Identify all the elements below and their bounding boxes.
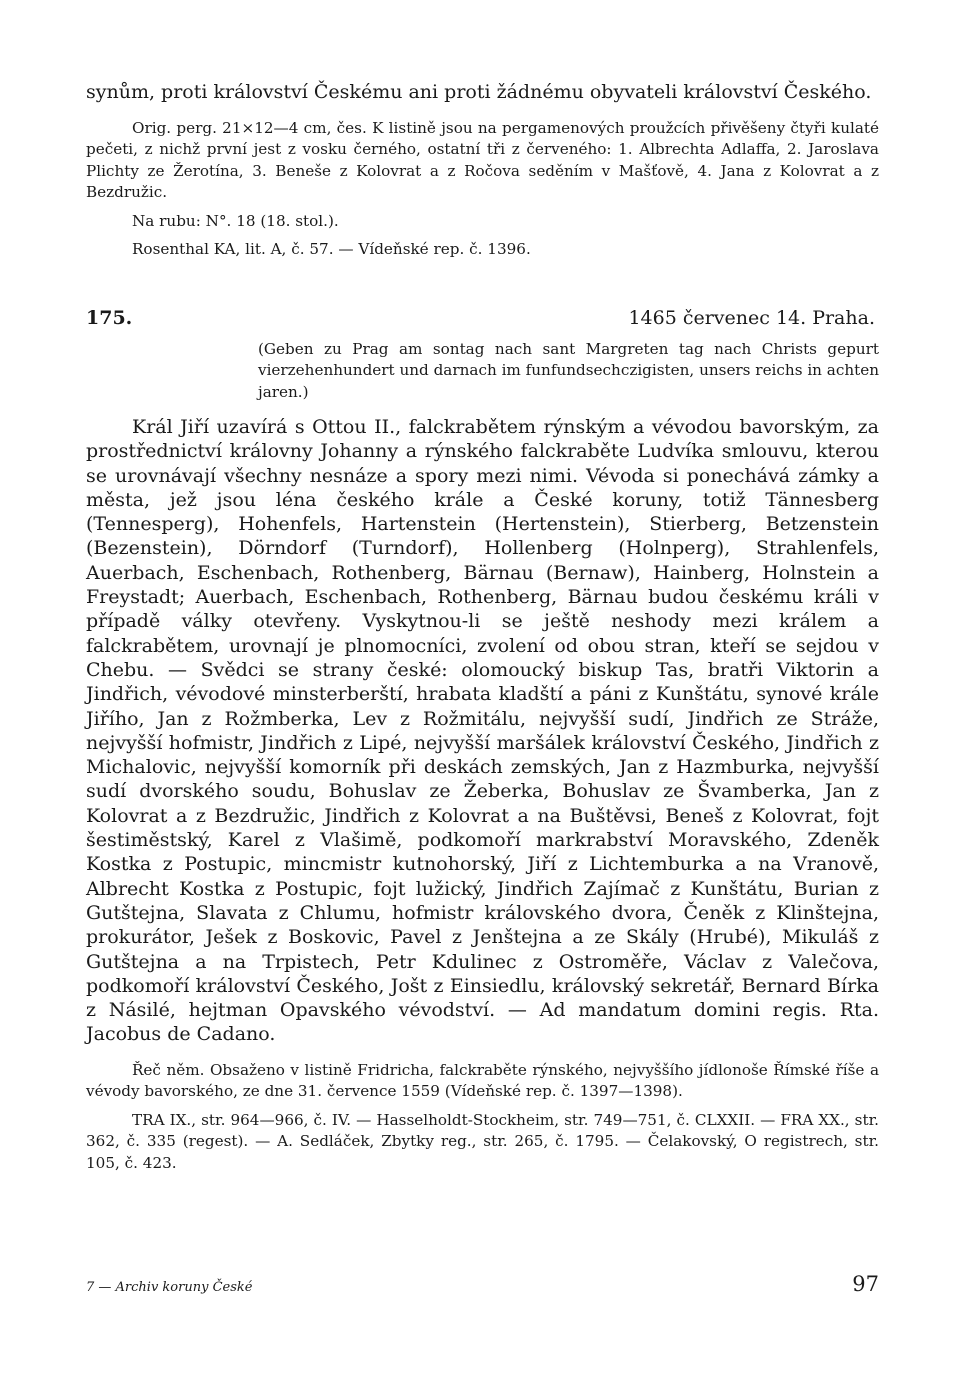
continuation-text: synům, proti království Českému ani proti žádnému obyvateli království Českého. <box>86 81 872 103</box>
references: Rosenthal KA, lit. A, č. 57. — Vídeňské rep. č. 1396. <box>132 240 531 258</box>
page-body <box>86 80 879 1174</box>
original-date-text: (Geben zu Prag am sontag nach sant Margreten tag nach Christs gepurt vierzehenhundert und darnach im funfundsechczigisten, unsers reichs in achten jaren.) <box>258 339 880 401</box>
page-footer <box>86 1272 879 1296</box>
page-number: 97 <box>852 1272 879 1296</box>
bibliography: TRA IX., str. 964—966, č. IV. — Hasselholdt-Stockheim, str. 749—751, č. CLXXII. — FRA XX., str. 362, č. 335 (regest). — A. Sedláček, Zbytky reg., str. 265, č. 1795. — Čelakovský, O registrech, str. 105, č. 423. <box>86 1110 879 1172</box>
language-note: Řeč něm. Obsaženo v listině Fridricha, falckraběte rýnského, nejvyššího jídlonoše Římské říše a vévody bavorského, ze dne 31. července 1559 (Vídeňské rep. č. 1397—1398). <box>86 1060 879 1101</box>
signature-mark: 7 — Archiv koruny České <box>86 1280 253 1295</box>
entry-summary: Král Jiří uzavírá s Ottou II., falckrabětem rýnským a vévodou bavorským, za prostřednictví královny Johanny a rýnského falckraběte Ludvíka smlouvu, kterou se urovnávají všechny nesnáze a spory mezi nimi. Vévoda si ponechává zámky a města, jež jsou léna českého krále a České koruny, totiž Tännesberg (Tennesperg), Hohenfels, Hartenstein (Hertenstein), Stierberg, Betzenstein (Bezenstein), Dörndorf (Turndorf), Hollenberg (Holnperg), Strahlenfels, Auerbach, Eschenbach, Rothenberg, Bärnau (Bernaw), Hainberg, Holnstein a Freystadt; Auerbach, Eschenbach, Rothenberg, Bärnau budou českému králi v případě války otevřeny. Vyskytnou-li se ještě neshody mezi králem a falckrabětem, urovnají je plnomocníci, zvolení od obou stran, kteří se sejdou v Chebu. — Svědci se strany české: olomoucký biskup Tas, bratři Viktorin a Jindřich, vévodové minsterberští, hrabata kladští a páni z Kunštátu, synové krále Jiřího, Jan z Rožmberka, Lev z Rožmitálu, nejvyšší sudí, Jindřich ze Stráže, nejvyšší hofmistr, Jindřich z Lipé, nejvyšší maršálek království Českého, Jindřich z Michalovic, nejvyšší komorník při deskách zemských, Jan z Hazmburka, nejvyšší sudí dvorského soudu, Bohuslav ze Žeberka, Bohuslav ze Švamberka, Jan z Kolovrat a z Bezdružic, Jindřich z Kolovrat a na Buštěvsi, Beneš z Kolovrat, fojt šestiměstský, Karel z Vlašimě, podkomoří markrabství Moravského, Zdeněk Kostka z Postupic, mincmistr kutnohorský, Jiří z Lichtemburka a na Vranově, Albrecht Kostka z Postupic, fojt lužický, Jindřich Zajímač z Kunštátu, Burian z Gutštejna, Slavata z Chlumu, hofmistr královského dvora, Čeněk z Klinštejna, prokurátor, Ješek z Boskovic, Pavel z Jenštejna a ze Skály (Hrubé), Mikuláš z Gutštejna a na Trpistech, Petr Kdulinec z Ostroměře, Václav z Valečova, podkomoří království Českého, Jošt z Einsiedlu, královský sekretář, Bernard Bírka z Násilé, hejtman Opavského vévodství. — Ad mandatum domini regis. Rta. Jacobus de Cadano. <box>86 416 879 1046</box>
original-description: Orig. perg. 21×12—4 cm, čes. K listině jsou na pergamenových proužcích přivěšeny čtyři kulaté pečeti, z nichž první jest z vosku černého, ostatní tři z červeného: 1. Albrechta Adlaffa, 2. Jaroslava Plichty ze Žerotína, 3. Beneše z Kolovrat a z Ročova seděním v Mašťově, 4. Jana z Kolovrat a z Bezdružic. <box>86 118 879 201</box>
entry-date: 1465 červenec 14. Praha. <box>628 306 875 329</box>
entry-header <box>86 307 879 329</box>
rubric-note: Na rubu: N°. 18 (18. stol.). <box>132 211 339 230</box>
entry-number: 175. <box>86 306 133 329</box>
